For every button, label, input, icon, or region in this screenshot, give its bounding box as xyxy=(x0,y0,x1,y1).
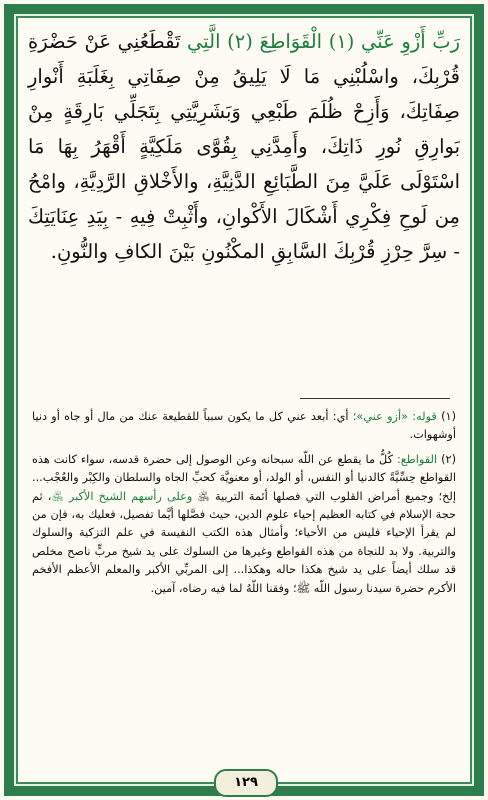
footnote-separator xyxy=(300,398,450,399)
footnote-1-text: أي: أبعد عني كل ما يكون سبباً للقطيعة عنك من مال أو جاه أو دنيا أوشهوات. xyxy=(32,410,456,442)
footnote-ref-1[interactable]: (١) xyxy=(322,30,362,53)
footnotes xyxy=(32,408,456,604)
footnote-2-lead: القواطع: xyxy=(396,452,438,466)
prayer-opening: رَبِّ أَزْوِ عَنِّي xyxy=(361,30,461,53)
footnote-2-text-a: كُلُّ ما يقطع عن اللّه سبحانه وعن الوصول إلى حضرة قدسه، سواء كانت هذه القواطع حِسِّيَّةً كالدنيا أو النفس، أو الولد، أو معنويَّة كحبِّ الجاه والسلطان والكِبْر والعُجْب... إلخ؛ وجميع أمراض القلوب التي فصلها أئمة التربية ﵁ xyxy=(32,452,457,503)
main-text-block xyxy=(28,24,460,269)
footnote-1-lead: قوله: «أزو عني»؛ xyxy=(352,410,437,423)
footnote-2-number: (٢) xyxy=(441,452,456,466)
keyword-qawati: الْقَوَاطِعَ xyxy=(259,30,323,53)
prayer-body: تَقْطَعُنِي عَنْ حَضْرَةِ قُرْبِكَ، واسْلُبْنِي مَا لَا يَلِيقُ مِنْ صِفَاتِي بِغَلَبَةِ أَنْوارِ صِفَاتِكَ، وَأَزِحْ ظُلَمَ طَبْعِي وَبَشَرِيَّتِي بِتَجَلِّي بَارِقَةٍ مِنْ بَوارِقِ نُورِ ذَاتِكَ، وأَمِدَّنِي بِقُوَّى مَلَكِيَّةٍ أَقْهَرُ بِهَا مَا اسْتَوْلَى عَلَيَّ مِنَ الطَّبَائِعِ الدَّنِيَّةِ، والأَخْلاقِ الرَّدِيَّةِ، وامْحُ مِن لَوحِ فِكْرِي أَشْكَالَ الأَكْوانِ، وأَثْبِتْ فِيهِ - بِيَدِ عِنَايَتِكَ - سِرَّ حِرْزِ قُرْبِكَ السَّابِقِ المكْنُونِ بَيْنَ الكافِ والنُّونِ. xyxy=(28,30,460,263)
footnote-1-number: (١) xyxy=(441,410,456,423)
footnote-2-text-b: ، ثم حجة الإسلام في كتابه العظيم إحياء علوم الدين، حيث فصَّلها أيَّما تفصيل، فعليك به، فإن من لم يقرأ الإحياء فليس من الأحياء؛ وأمثال هذه الكتب النفيسة في علم التزكية والسلوك والتربية. ولا بد للنجاة من هذه القواطع وغيرها من السلوك على يد شيخ مربٍّ ناصح مخلص قد سلك أيضاً على يد شيخ هكذا حاله وهكذا... إلى المربِّي الأكبر والمعلم الأعظم الأفخم الأكرم حضرة سيدنا رسول اللّه ﷺ؛ وفقنا اللّهُ لما فيه رضاه، آمين. xyxy=(32,489,456,595)
footnote-1 xyxy=(32,408,456,445)
footnote-2-green: وعلى رأسهم الشيخ الأكبر ﵁ xyxy=(51,489,198,503)
keyword-allati: الَّتِي xyxy=(187,30,221,53)
page-number: ١٢٩ xyxy=(214,769,278,797)
footnote-ref-2[interactable]: (٢) xyxy=(220,30,260,53)
prayer-text xyxy=(28,24,460,269)
footnote-2 xyxy=(32,451,456,598)
